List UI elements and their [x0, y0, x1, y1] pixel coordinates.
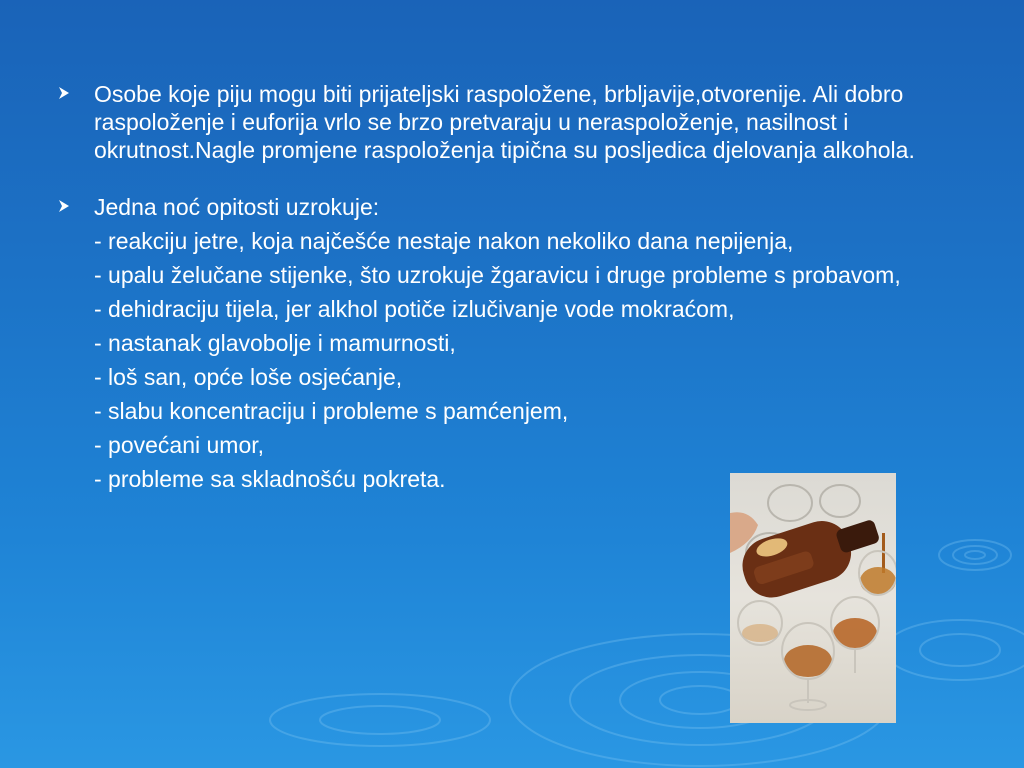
arrow-bullet-icon [56, 85, 72, 101]
bullet-text: Osobe koje piju mogu biti prijateljski raspoložene, brbljavije,otvorenije. Ali dobro raspoloženje i euforija vrlo se brzo pretvaraju u neraspoloženje, nasilnost i okrutnost.Nagle promjene raspoloženja tipična su posljedica djelovanja alkohola. [94, 81, 915, 163]
sub-item: - upalu želučane stijenke, što uzrokuje žgaravicu i druge probleme s probavom, [94, 262, 901, 288]
sub-item: - dehidraciju tijela, jer alkhol potiče izlučivanje vode mokraćom, [94, 296, 735, 322]
sub-item: - povećani umor, [94, 432, 265, 458]
bullet-text: Jedna noć opitosti uzrokuje: [94, 194, 380, 220]
sub-item: - slabu koncentraciju i probleme s pamćenjem, [94, 398, 569, 424]
bullet-item-1 [56, 80, 986, 164]
arrow-bullet-icon [56, 198, 72, 214]
cognac-glasses-photo [730, 473, 896, 723]
sub-item: - nastanak glavobolje i mamurnosti, [94, 330, 456, 356]
bullet-item-2 [56, 193, 986, 221]
slide-body [56, 80, 986, 493]
sub-item: - loš san, opće loše osjećanje, [94, 364, 403, 390]
sub-item: - reakciju jetre, koja najčešće nestaje nakon nekoliko dana nepijenja, [94, 228, 794, 254]
sub-item: - probleme sa skladnošću pokreta. [94, 466, 446, 492]
